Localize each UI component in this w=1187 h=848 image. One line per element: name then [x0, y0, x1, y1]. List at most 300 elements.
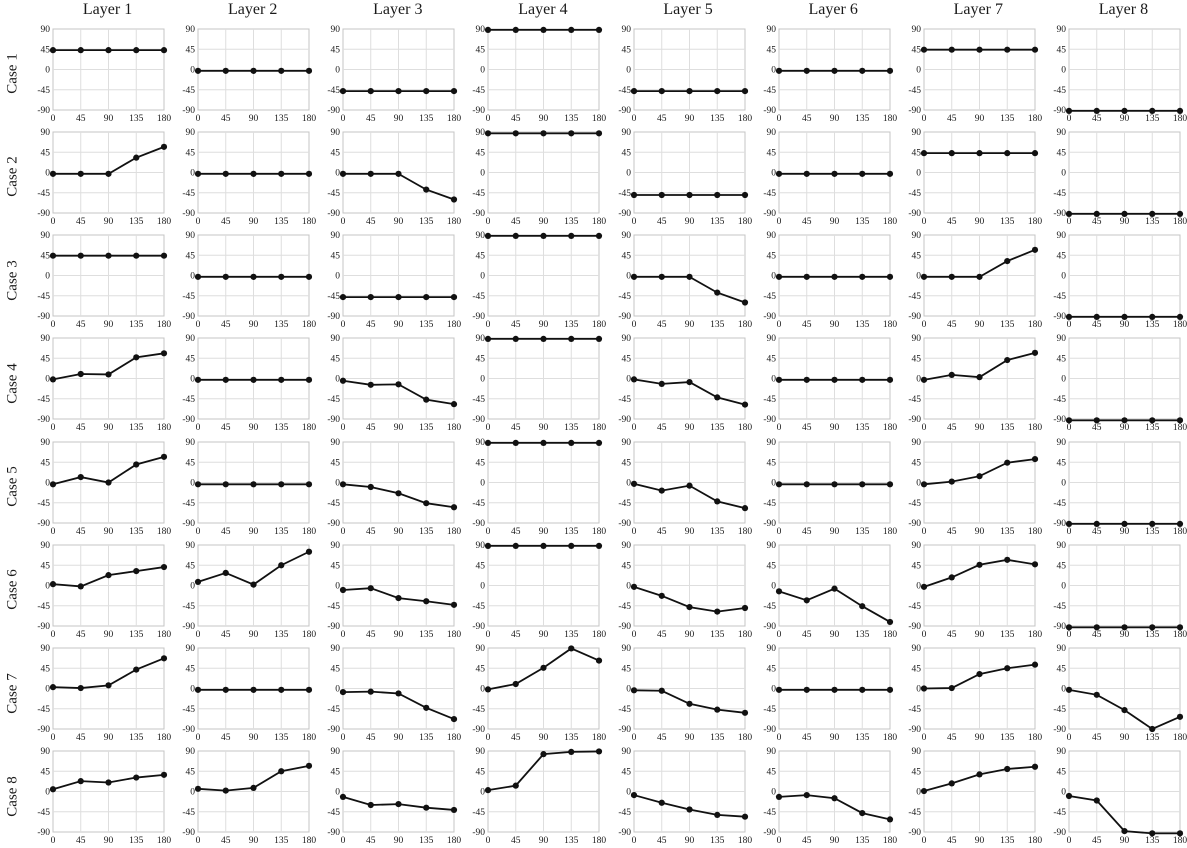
- x-tick-label: 135: [274, 733, 289, 744]
- x-tick-label: 90: [974, 629, 985, 640]
- data-point-marker: [831, 481, 837, 487]
- x-tick-label: 90: [394, 629, 404, 640]
- y-tick-label: 90: [1056, 334, 1066, 345]
- x-tick-label: 45: [656, 113, 667, 124]
- data-point-marker: [423, 397, 429, 403]
- y-tick-label: -90: [908, 415, 921, 426]
- data-point-marker: [714, 608, 720, 614]
- subplot-case-1-layer-5: [608, 24, 751, 124]
- data-point-marker: [396, 690, 402, 696]
- x-tick-label: 135: [854, 113, 870, 124]
- subplot-cell-case-5-layer-1: [26, 435, 171, 538]
- data-point-marker: [658, 274, 664, 280]
- y-tick-label: -45: [472, 188, 486, 199]
- subplot-case-8-layer-3: [317, 746, 460, 846]
- x-tick-label: 90: [1119, 733, 1130, 744]
- data-point-marker: [451, 504, 457, 510]
- x-tick-label: 135: [564, 216, 579, 227]
- y-tick-label: -45: [472, 85, 486, 96]
- x-tick-label: 180: [302, 526, 317, 537]
- data-point-marker: [887, 274, 893, 280]
- y-tick-label: 90: [621, 231, 631, 242]
- y-tick-label: 45: [475, 354, 486, 365]
- x-tick-label: 180: [1027, 526, 1042, 537]
- y-tick-label: -45: [472, 498, 486, 509]
- y-tick-label: -45: [182, 601, 196, 612]
- x-tick-label: 180: [302, 629, 317, 640]
- x-tick-label: 135: [999, 423, 1015, 434]
- data-point-marker: [630, 274, 636, 280]
- y-tick-label: 45: [330, 251, 341, 262]
- x-tick-label: 45: [656, 320, 667, 331]
- subplot-case-7-layer-7: [898, 643, 1041, 743]
- data-point-marker: [948, 781, 954, 787]
- data-point-marker: [251, 274, 257, 280]
- x-tick-label: 180: [1027, 836, 1042, 847]
- data-point-marker: [133, 461, 139, 467]
- data-point-marker: [658, 593, 664, 599]
- subplot-cell-case-4-layer-3: [316, 332, 461, 435]
- x-tick-label: 45: [656, 216, 667, 227]
- y-tick-label: -45: [617, 808, 631, 819]
- y-tick-label: 90: [330, 437, 341, 448]
- x-tick-label: 135: [1145, 423, 1160, 434]
- y-tick-label: -90: [472, 621, 486, 632]
- y-tick-label: -45: [617, 395, 631, 406]
- y-tick-label: -90: [1053, 518, 1066, 529]
- x-tick-label: 45: [1091, 113, 1102, 124]
- y-tick-label: -45: [908, 85, 921, 96]
- data-point-marker: [105, 171, 111, 177]
- y-tick-label: 90: [911, 747, 921, 758]
- data-point-marker: [306, 274, 312, 280]
- data-point-marker: [741, 814, 747, 820]
- x-tick-label: 180: [592, 733, 607, 744]
- x-tick-label: 0: [1066, 629, 1072, 640]
- y-tick-label: 45: [621, 457, 631, 468]
- x-tick-label: 45: [366, 423, 376, 434]
- data-point-marker: [686, 482, 692, 488]
- subplot-case-1-layer-3: [317, 24, 460, 124]
- y-tick-label: 0: [625, 65, 631, 76]
- data-point-marker: [1149, 831, 1155, 837]
- data-point-marker: [714, 498, 720, 504]
- y-tick-label: -45: [763, 291, 776, 302]
- subplot-cell-case-8-layer-7: [897, 745, 1042, 848]
- y-tick-label: 45: [911, 767, 921, 778]
- subplot-case-3-layer-2: [172, 230, 315, 330]
- y-tick-label: 0: [190, 581, 196, 592]
- data-point-marker: [50, 377, 56, 383]
- data-point-marker: [630, 687, 636, 693]
- subplot-cell-case-8-layer-8: [1042, 745, 1187, 848]
- x-tick-label: 90: [103, 629, 114, 640]
- y-tick-label: -45: [763, 188, 776, 199]
- data-point-marker: [306, 171, 312, 177]
- subplot-cell-case-1-layer-6: [752, 22, 897, 125]
- y-tick-label: 90: [330, 231, 341, 242]
- x-tick-label: 180: [156, 629, 172, 640]
- data-point-marker: [686, 379, 692, 385]
- y-tick-label: 45: [185, 561, 196, 572]
- x-tick-label: 0: [921, 216, 927, 227]
- data-point-marker: [133, 47, 139, 53]
- y-tick-label: 90: [185, 334, 196, 345]
- y-tick-label: -45: [327, 601, 341, 612]
- subplot-cell-case-2-layer-5: [607, 125, 752, 228]
- x-tick-label: 45: [1091, 733, 1102, 744]
- data-point-marker: [1066, 793, 1072, 799]
- col-header-layer-2: Layer 2: [228, 1, 278, 18]
- data-point-marker: [78, 474, 84, 480]
- y-tick-label: -90: [327, 725, 341, 736]
- y-tick-label: 45: [330, 354, 341, 365]
- data-point-marker: [423, 705, 429, 711]
- subplot-cell-case-1-layer-3: [316, 22, 461, 125]
- data-point-marker: [133, 775, 139, 781]
- x-tick-label: 0: [631, 216, 636, 227]
- x-tick-label: 0: [631, 733, 636, 744]
- x-tick-label: 135: [999, 629, 1015, 640]
- x-tick-label: 135: [709, 423, 724, 434]
- data-point-marker: [976, 562, 982, 568]
- subplot-cell-case-7-layer-6: [752, 642, 897, 745]
- x-tick-label: 180: [1172, 526, 1187, 537]
- x-tick-label: 180: [302, 423, 317, 434]
- subplot-case-5-layer-5: [608, 437, 751, 537]
- x-tick-label: 90: [829, 629, 839, 640]
- y-tick-label: 0: [1061, 581, 1066, 592]
- data-point-marker: [1094, 107, 1100, 113]
- data-point-marker: [596, 543, 602, 549]
- subplot-case-3-layer-5: [608, 230, 751, 330]
- y-tick-label: 45: [766, 251, 776, 262]
- y-tick-label: 90: [185, 747, 196, 758]
- y-tick-label: 45: [185, 148, 196, 159]
- data-point-marker: [976, 274, 982, 280]
- x-tick-label: 90: [974, 113, 985, 124]
- data-point-marker: [105, 372, 111, 378]
- data-point-marker: [1032, 150, 1038, 156]
- data-point-marker: [368, 171, 374, 177]
- y-tick-label: 45: [911, 561, 921, 572]
- data-point-marker: [976, 473, 982, 479]
- data-point-marker: [396, 490, 402, 496]
- x-tick-label: 180: [737, 320, 752, 331]
- data-point-marker: [161, 144, 167, 150]
- y-tick-label: -45: [37, 601, 51, 612]
- y-tick-label: -45: [472, 291, 486, 302]
- subplot-cell-case-5-layer-6: [752, 435, 897, 538]
- y-tick-label: 0: [1061, 374, 1066, 385]
- x-tick-label: 0: [340, 216, 346, 227]
- y-tick-label: 45: [40, 354, 51, 365]
- data-point-marker: [776, 274, 782, 280]
- data-point-marker: [1121, 707, 1127, 713]
- y-tick-label: 45: [621, 251, 631, 262]
- y-tick-label: 45: [40, 148, 51, 159]
- y-tick-label: -45: [182, 291, 196, 302]
- data-point-marker: [630, 792, 636, 798]
- y-tick-label: 90: [621, 437, 631, 448]
- col-header-layer-1: Layer 1: [82, 1, 133, 18]
- y-tick-label: -90: [472, 725, 486, 736]
- y-tick-label: 0: [916, 478, 921, 489]
- x-tick-label: 180: [447, 113, 462, 124]
- subplot-case-5-layer-6: [753, 437, 896, 537]
- y-tick-label: -90: [763, 518, 776, 529]
- y-tick-label: 0: [770, 271, 776, 282]
- data-point-marker: [921, 686, 927, 692]
- subplot-cell-case-1-layer-8: [1042, 22, 1187, 125]
- data-point-marker: [658, 688, 664, 694]
- subplot-cell-case-8-layer-5: [607, 745, 752, 848]
- y-tick-label: 45: [766, 561, 776, 572]
- data-point-marker: [1121, 418, 1127, 424]
- y-tick-label: -90: [37, 828, 51, 839]
- y-tick-label: -90: [763, 828, 776, 839]
- y-tick-label: -45: [37, 395, 51, 406]
- data-point-marker: [1004, 258, 1010, 264]
- data-point-marker: [776, 588, 782, 594]
- x-tick-label: 0: [631, 113, 636, 124]
- y-tick-label: 90: [911, 437, 921, 448]
- x-tick-label: 90: [684, 629, 694, 640]
- data-point-marker: [569, 439, 575, 445]
- x-tick-label: 180: [156, 423, 172, 434]
- y-tick-label: -90: [763, 208, 776, 219]
- x-tick-label: 45: [1091, 423, 1102, 434]
- data-point-marker: [396, 171, 402, 177]
- subplot-case-2-layer-8: [1043, 127, 1186, 227]
- x-tick-label: 135: [999, 526, 1015, 537]
- y-tick-label: -45: [37, 188, 51, 199]
- y-tick-label: 45: [185, 457, 196, 468]
- x-tick-label: 45: [1091, 216, 1102, 227]
- data-point-marker: [859, 603, 865, 609]
- subplot-cell-case-7-layer-7: [897, 642, 1042, 745]
- data-point-marker: [541, 233, 547, 239]
- y-tick-label: -45: [763, 704, 776, 715]
- y-tick-label: -45: [908, 291, 921, 302]
- subplot-case-3-layer-7: [898, 230, 1041, 330]
- x-tick-label: 45: [946, 423, 957, 434]
- subplot-cell-case-3-layer-1: [26, 229, 171, 332]
- data-point-marker: [714, 192, 720, 198]
- y-tick-label: 90: [766, 127, 776, 138]
- data-point-marker: [278, 687, 284, 693]
- y-tick-label: -90: [37, 312, 51, 323]
- x-tick-label: 135: [1145, 216, 1160, 227]
- data-point-marker: [948, 274, 954, 280]
- data-point-marker: [78, 583, 84, 589]
- subplot-cell-case-3-layer-8: [1042, 229, 1187, 332]
- x-tick-label: 180: [1027, 423, 1042, 434]
- x-tick-label: 180: [592, 629, 607, 640]
- y-tick-label: 0: [1061, 684, 1066, 695]
- subplot-case-6-layer-5: [608, 540, 751, 640]
- y-tick-label: 0: [480, 684, 486, 695]
- data-point-marker: [596, 233, 602, 239]
- y-tick-label: 0: [335, 168, 341, 179]
- y-tick-label: -45: [37, 808, 51, 819]
- data-point-marker: [714, 812, 720, 818]
- y-tick-label: 90: [621, 334, 631, 345]
- data-point-marker: [686, 604, 692, 610]
- y-tick-label: 0: [480, 168, 486, 179]
- data-point-marker: [541, 665, 547, 671]
- x-tick-label: 0: [921, 320, 927, 331]
- x-tick-label: 90: [539, 733, 549, 744]
- data-point-marker: [368, 484, 374, 490]
- y-tick-label: 45: [330, 664, 341, 675]
- x-tick-label: 90: [974, 320, 985, 331]
- y-tick-label: 0: [1061, 478, 1066, 489]
- x-tick-label: 90: [103, 113, 114, 124]
- data-point-marker: [105, 47, 111, 53]
- data-point-marker: [887, 481, 893, 487]
- y-tick-label: -45: [472, 395, 486, 406]
- data-point-marker: [1032, 350, 1038, 356]
- subplot-cell-case-7-layer-3: [316, 642, 461, 745]
- x-tick-label: 180: [882, 733, 897, 744]
- y-tick-label: 0: [190, 684, 196, 695]
- y-tick-label: -45: [37, 291, 51, 302]
- row-header-label: Case 7: [4, 672, 21, 714]
- x-tick-label: 135: [129, 526, 144, 537]
- x-tick-label: 45: [221, 526, 231, 537]
- subplot-case-3-layer-4: [462, 230, 605, 330]
- data-point-marker: [859, 481, 865, 487]
- y-tick-label: -90: [908, 725, 921, 736]
- data-point-marker: [541, 336, 547, 342]
- x-tick-label: 45: [221, 836, 231, 847]
- y-tick-label: -45: [617, 85, 631, 96]
- y-tick-label: 0: [625, 374, 631, 385]
- x-tick-label: 135: [1145, 629, 1160, 640]
- x-tick-label: 0: [921, 423, 927, 434]
- data-point-marker: [658, 88, 664, 94]
- y-tick-label: 0: [45, 787, 51, 798]
- x-tick-label: 90: [539, 216, 549, 227]
- subplot-case-7-layer-2: [172, 643, 315, 743]
- data-point-marker: [1177, 211, 1183, 217]
- data-point-marker: [741, 402, 747, 408]
- x-tick-label: 0: [631, 423, 636, 434]
- subplot-case-3-layer-1: [27, 230, 170, 330]
- subplot-cell-case-4-layer-8: [1042, 332, 1187, 435]
- data-point-marker: [1094, 520, 1100, 526]
- data-point-marker: [776, 67, 782, 73]
- x-tick-label: 45: [76, 836, 86, 847]
- y-tick-label: 45: [185, 354, 196, 365]
- x-tick-label: 0: [776, 526, 782, 537]
- x-tick-label: 45: [946, 836, 957, 847]
- data-point-marker: [776, 687, 782, 693]
- data-point-marker: [859, 377, 865, 383]
- x-tick-label: 0: [1066, 320, 1072, 331]
- data-point-marker: [133, 253, 139, 259]
- x-tick-label: 90: [539, 836, 549, 847]
- x-tick-label: 0: [921, 526, 927, 537]
- x-tick-label: 135: [854, 526, 870, 537]
- x-tick-label: 0: [776, 113, 782, 124]
- x-tick-label: 135: [129, 320, 144, 331]
- y-tick-label: -90: [472, 828, 486, 839]
- data-point-marker: [368, 585, 374, 591]
- x-tick-label: 180: [1172, 629, 1187, 640]
- row-header-case-3: [0, 229, 26, 332]
- subplot-cell-case-2-layer-4: [461, 125, 606, 228]
- x-tick-label: 180: [302, 320, 317, 331]
- data-point-marker: [921, 481, 927, 487]
- y-tick-label: 90: [911, 540, 921, 551]
- data-point-marker: [859, 810, 865, 816]
- y-tick-label: 0: [770, 374, 776, 385]
- y-tick-label: -45: [37, 85, 51, 96]
- data-point-marker: [396, 88, 402, 94]
- x-tick-label: 90: [829, 320, 839, 331]
- x-tick-label: 135: [564, 113, 579, 124]
- data-point-marker: [1032, 247, 1038, 253]
- x-tick-label: 90: [103, 526, 114, 537]
- x-tick-label: 180: [592, 423, 607, 434]
- data-point-marker: [1004, 665, 1010, 671]
- subplot-cell-case-2-layer-8: [1042, 125, 1187, 228]
- y-tick-label: 90: [1056, 437, 1066, 448]
- y-tick-label: 0: [770, 787, 776, 798]
- y-tick-label: 0: [45, 374, 51, 385]
- data-point-marker: [1004, 766, 1010, 772]
- x-tick-label: 135: [129, 216, 144, 227]
- subplot-case-1-layer-8: [1043, 24, 1186, 124]
- x-tick-label: 180: [592, 320, 607, 331]
- x-tick-label: 45: [511, 836, 521, 847]
- x-tick-label: 135: [564, 526, 579, 537]
- data-point-marker: [741, 192, 747, 198]
- y-tick-label: 45: [1056, 561, 1066, 572]
- col-header-layer-8: Layer 8: [1098, 1, 1149, 18]
- y-tick-label: -90: [763, 312, 776, 323]
- y-tick-label: 90: [911, 231, 921, 242]
- y-tick-label: -90: [617, 828, 631, 839]
- x-tick-label: 90: [394, 733, 404, 744]
- y-tick-label: -90: [37, 518, 51, 529]
- data-point-marker: [859, 687, 865, 693]
- data-point-marker: [948, 150, 954, 156]
- subplot-cell-case-3-layer-6: [752, 229, 897, 332]
- x-tick-label: 180: [302, 216, 317, 227]
- x-tick-label: 180: [737, 113, 752, 124]
- y-tick-label: 45: [1056, 148, 1066, 159]
- x-tick-label: 45: [1091, 320, 1102, 331]
- data-point-marker: [195, 274, 201, 280]
- data-point-marker: [887, 687, 893, 693]
- x-tick-label: 135: [419, 629, 434, 640]
- col-header-layer-4: Layer 4: [518, 1, 568, 18]
- data-point-marker: [948, 574, 954, 580]
- data-point-marker: [658, 800, 664, 806]
- data-point-marker: [1149, 107, 1155, 113]
- data-point-marker: [223, 687, 229, 693]
- x-tick-label: 180: [882, 629, 897, 640]
- x-tick-label: 45: [656, 733, 667, 744]
- y-tick-label: -90: [1053, 725, 1066, 736]
- row-header-case-7: [0, 642, 26, 745]
- data-point-marker: [251, 377, 257, 383]
- x-tick-label: 135: [419, 733, 434, 744]
- x-tick-label: 0: [776, 423, 782, 434]
